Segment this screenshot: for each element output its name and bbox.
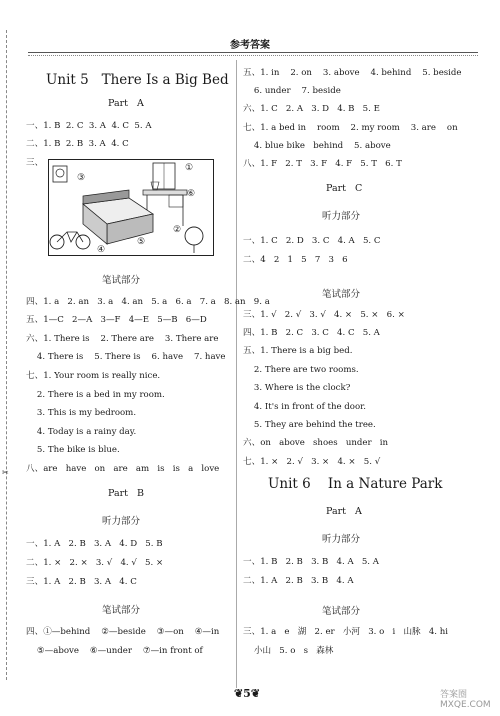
header-rule [28, 52, 478, 53]
answer-line: 六、1. There is 2. There are 3. There are [26, 334, 219, 344]
part-a-title: Part A [108, 98, 144, 109]
answer-line: 五、1. There is a big bed. [243, 346, 353, 356]
answer-line: 七、1. Your room is really nice. [26, 371, 161, 381]
binding-line [6, 30, 7, 680]
answer-line: 二、1. A 2. B 3. B 4. A [243, 576, 354, 586]
answer-line: 2. There are two rooms. [243, 365, 359, 375]
answer-line: 4. It's in front of the door. [243, 402, 367, 412]
watermark [440, 690, 496, 712]
answer-line: 二、1. × 2. × 3. √ 4. √ 5. × [26, 558, 164, 568]
written-section-title: 笔试部分 [322, 606, 361, 617]
bedroom-figure [48, 159, 214, 256]
answer-line: 一、1. C 2. D 3. C 4. A 5. C [243, 236, 381, 246]
answer-line: 五、1—C 2—A 3—F 4—E 5—B 6—D [26, 315, 207, 325]
part-c-title: Part C [326, 183, 363, 194]
answer-line: 2. There is a bed in my room. [26, 390, 165, 400]
header-rule-dotted [28, 55, 478, 56]
answer-line: 一、1. B 2. B 3. B 4. A 5. A [243, 557, 379, 567]
answer-line: 小山 5. o s 森林 [243, 646, 334, 656]
answer-line: 3. This is my bedroom. [26, 408, 137, 418]
answer-line: 三、 [26, 158, 44, 168]
answer-line: 6. under 7. beside [243, 86, 341, 96]
answer-line: 三、1. A 2. B 3. A 4. C [26, 577, 137, 587]
scissors-icon: ✂ [2, 468, 9, 477]
answer-line: 六、on above shoes under in [243, 438, 389, 448]
answer-line: 六、1. C 2. A 3. D 4. B 5. E [243, 104, 380, 114]
listening-section-title: 听力部分 [322, 211, 361, 222]
answer-line: 八、1. F 2. T 3. F 4. F 5. T 6. T [243, 159, 402, 169]
bedroom-illustration [49, 160, 213, 255]
figure-label: ⑥ [187, 189, 196, 199]
answer-line: 四、1. a 2. an 3. a 4. an 5. a 6. a 7. a 8. an 9. a [26, 297, 270, 307]
part-b-title: Part B [108, 488, 145, 499]
answer-line: 八、are have on are am is is a love [26, 464, 220, 474]
written-section-title: 笔试部分 [322, 289, 361, 300]
figure-label: ④ [97, 245, 106, 255]
page-number [228, 687, 266, 703]
answer-line: 4. Today is a rainy day. [26, 427, 137, 437]
answer-line: 4. blue bike behind 5. above [243, 141, 391, 151]
figure-label: ③ [77, 173, 86, 183]
watermark-line: 答案圈 [440, 690, 468, 700]
part-a-title: Part A [326, 506, 362, 517]
answer-line: 5. The bike is blue. [26, 445, 120, 455]
figure-label: ① [185, 163, 194, 173]
answer-line: 三、1. a e 湖 2. er 小河 3. o i 山脉 4. hi [243, 627, 449, 637]
answer-line: 四、1. B 2. C 3. C 4. C 5. A [243, 328, 380, 338]
listening-section-title: 听力部分 [322, 534, 361, 545]
answer-line: 3. Where is the clock? [243, 383, 351, 393]
figure-label: ⑤ [137, 237, 146, 247]
answer-line: 5. They are behind the tree. [243, 420, 376, 430]
answer-line: 七、1. a bed in room 2. my room 3. are on [243, 123, 458, 133]
column-divider [236, 60, 237, 688]
written-section-title: 笔试部分 [102, 605, 141, 616]
unit6-title: Unit 6 In a Nature Park [268, 476, 443, 492]
listening-section-title: 听力部分 [102, 516, 141, 527]
answer-line: 三、1. √ 2. √ 3. √ 4. × 5. × 6. × [243, 310, 405, 320]
unit5-title: Unit 5 There Is a Big Bed [46, 72, 229, 88]
answer-line: 七、1. × 2. √ 3. × 4. × 5. √ [243, 457, 381, 467]
answer-line: 四、①—behind ②—beside ③—on ④—in [26, 627, 220, 637]
answer-line: 二、4 2 1 5 7 3 6 [243, 255, 348, 265]
answer-line: 五、1. in 2. on 3. above 4. behind 5. beside [243, 68, 462, 78]
answer-line: 一、1. A 2. B 3. A 4. D 5. B [26, 539, 163, 549]
answer-line: ⑤—above ⑥—under ⑦—in front of [26, 646, 203, 656]
figure-label: ② [173, 225, 182, 235]
page-title: 参考答案 [230, 40, 270, 51]
written-section-title: 笔试部分 [102, 275, 141, 286]
page-number-ornament: ❦ [250, 687, 261, 700]
answer-line: 4. There is 5. There is 6. have 7. have [26, 352, 226, 362]
answer-line: 一、1. B 2. C 3. A 4. C 5. A [26, 121, 152, 131]
answer-line: 二、1. B 2. B 3. A 4. C [26, 139, 129, 149]
page-number-ornament: ❦ [233, 687, 244, 700]
page-number-text: 5 [243, 687, 251, 700]
watermark-line: MXQE.COM [440, 700, 491, 710]
